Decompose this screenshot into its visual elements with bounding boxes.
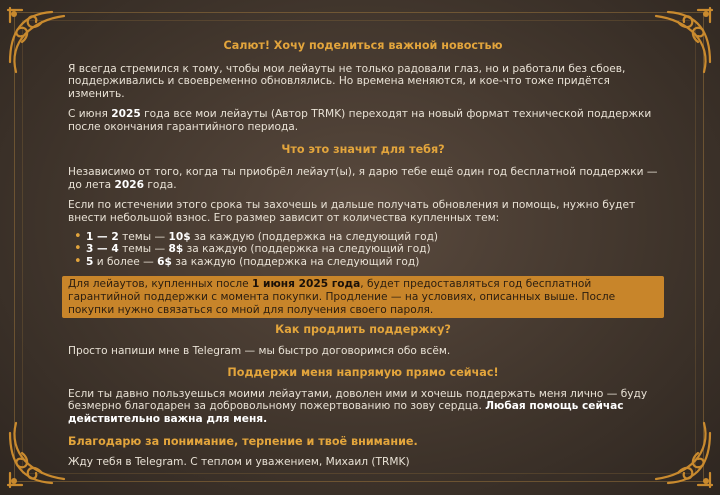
tier-count: 1 — 2 — [86, 230, 119, 243]
section-heading-support: Поддержи меня напрямую прямо сейчас! — [227, 366, 499, 380]
text: за каждую (поддержка на следующий год) — [183, 243, 431, 256]
text: за каждую (поддержка на следующий год) — [190, 230, 439, 243]
donation-paragraph — [68, 388, 658, 426]
year-2026: 2026 — [114, 178, 144, 191]
price-tier — [86, 243, 658, 256]
text: темы — — [118, 243, 169, 256]
free-year-paragraph — [68, 166, 658, 191]
text: С июня — [68, 108, 112, 121]
text: Если ты давно пользуешься моими лейаутами, доволен ими и хочешь поддержать меня лично — буду безмерно благодарен за добровольному пожертвованию по зову сердца. — [68, 387, 648, 413]
tier-price: 6$ — [157, 255, 172, 268]
main-heading: Салют! Хочу поделиться важной новостью — [223, 39, 503, 52]
text: за каждую (поддержка на следующий год) — [171, 255, 420, 268]
tier-count: 3 — 4 — [86, 243, 119, 256]
text: Независимо от того, когда ты приобрёл лейаут(ы), я дарю тебе ещё один год бесплатной поддержки — до лета — [68, 166, 658, 191]
tier-count: 5 — [86, 255, 94, 268]
telegram-paragraph: Просто напиши мне в Telegram — мы быстро договоримся обо всём. — [68, 344, 451, 357]
price-tier — [86, 256, 658, 269]
year-2025: 2025 — [111, 108, 141, 121]
text: и более — — [93, 255, 158, 268]
text: Для лейаутов, купленных после — [68, 278, 252, 291]
text: , будет предоставляться год бесплатной гарантийной поддержки с момента покупки. Продление — на условиях, описанных выше. После покупки нужно связаться со мной для получения своего пароля. — [68, 278, 616, 316]
section-heading-meaning: Что это значит для тебя? — [281, 142, 445, 156]
cutoff-date: 1 июня 2025 года — [251, 278, 361, 291]
june-paragraph — [68, 108, 658, 133]
important-note: Любая помощь сейчас действительно важна для меня. — [68, 400, 624, 426]
price-list — [68, 231, 658, 269]
tier-price: 10$ — [168, 230, 191, 243]
fee-paragraph: Если по истечении этого срока ты захочешь и дальше получать обновления и помощь, нужно будет внести небольшой взнос. Его размер зависит от количества купленных тем: — [68, 199, 636, 224]
text: года все мои лейауты (Автор TRMK) переходят на новый формат технической поддержки после окончания гарантийного периода. — [68, 108, 652, 133]
intro-paragraph: Я всегда стремился к тому, чтобы мои лейауты не только радовали глаз, но и работали без сбоев, поддерживались и своевременно обновлялись. Но времена меняются, и кое-что тоже придётся изменить. — [68, 62, 626, 100]
signature-line: Жду тебя в Telegram. С теплом и уважением, Михаил (TRMK) — [68, 456, 410, 469]
text: темы — — [118, 230, 169, 243]
announcement-body — [68, 40, 658, 469]
price-tier — [86, 231, 658, 244]
text: года. — [144, 178, 177, 191]
section-heading-extend: Как продлить поддержку? — [275, 323, 451, 337]
tier-price: 8$ — [168, 243, 184, 256]
thanks-heading: Благодарю за понимание, терпение и твоё внимание. — [68, 434, 418, 448]
highlight-notice — [62, 276, 664, 318]
